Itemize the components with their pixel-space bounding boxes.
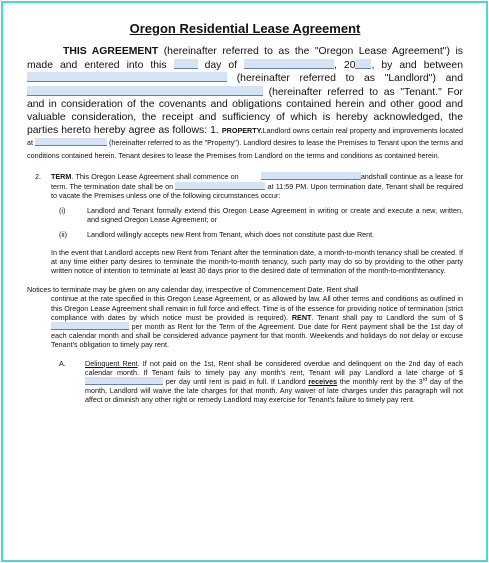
term-text: at 11:59 PM. Upon termination date, Tenant shall be required to vacate the Premises unless one of the following circumstances occur: bbox=[51, 181, 463, 200]
intro-paragraph bbox=[27, 46, 463, 162]
delinquent-rent-paragraph bbox=[85, 359, 463, 405]
day-field[interactable] bbox=[174, 59, 198, 69]
item-number: (ii) bbox=[59, 230, 67, 240]
term-section bbox=[27, 172, 463, 275]
intro-text: For and in consideration of the covenants and obligations contained herein and other good and valuable consideration, the receipt and sufficiency of which is hereby acknowledged, the parties hereto hereby agree as follows: 1. bbox=[27, 86, 464, 136]
ordinal-suffix: rd bbox=[422, 377, 428, 383]
rent-text: . Tenant shall pay to Landlord the sum of bbox=[311, 312, 456, 322]
property-text: (hereinafter referred to as the "Property"). Landlord desires to lease the Premises to Tenant upon the terms and conditions contained herein. Tenant desires to lease the Premises from Landlord on the terms and conditions as contained herein. bbox=[27, 138, 463, 160]
item-text: Landlord and Tenant formally extend this Oregon Lease Agreement in writing or create and execute a new, written, and signed Oregon Lease Agreement; or bbox=[87, 205, 463, 225]
receives-word: receives bbox=[308, 377, 338, 386]
intro-text: is made and entered into this bbox=[27, 46, 463, 71]
item-text: Landlord willingly accepts new Rent from Tenant, which does not constitute past due Rent. bbox=[87, 230, 375, 240]
property-text: Landlord owns certain real property and improvements located at bbox=[27, 125, 463, 148]
year-field[interactable] bbox=[355, 59, 371, 69]
termination-date-field[interactable] bbox=[175, 182, 265, 190]
term-item-ii bbox=[27, 230, 463, 239]
delinquent-text: per day until rent is paid in full. If Landlord bbox=[165, 377, 306, 386]
currency-symbol: $ bbox=[459, 312, 464, 322]
intro-text: day of bbox=[204, 59, 237, 71]
term-heading: TERM bbox=[51, 172, 72, 182]
delinquent-rent-heading: Delinquent Rent bbox=[85, 358, 138, 368]
notices-text: Notices to terminate may be given on any calendar day, irrespective of Commencement Date. Rent shall bbox=[27, 285, 359, 295]
notices-section bbox=[27, 285, 463, 349]
landlord-name-field[interactable] bbox=[27, 72, 227, 82]
property-address-field[interactable] bbox=[35, 138, 107, 146]
document-frame bbox=[1, 1, 488, 562]
term-text: . This Oregon Lease Agreement shall commence on bbox=[71, 172, 239, 182]
term-text: andshall continue as a lease for term. The termination date shall be on bbox=[51, 172, 464, 191]
rent-paragraph bbox=[51, 294, 463, 349]
term-paragraph bbox=[51, 172, 463, 200]
term-item-i bbox=[27, 206, 463, 224]
section-number: 2. bbox=[35, 172, 41, 182]
intro-text: , by and between bbox=[371, 59, 463, 71]
delinquent-text: the monthly rent by the 3 bbox=[339, 377, 423, 386]
agreement-heading: THIS AGREEMENT bbox=[63, 46, 159, 57]
intro-text: (hereinafter referred to as the "Oregon Lease Agreement") bbox=[163, 46, 450, 57]
intro-text: , 20 bbox=[334, 59, 356, 71]
page-title: Oregon Residential Lease Agreement bbox=[129, 21, 361, 36]
delinquent-text: day of the month, Landlord will waive the late charges for that month. Any waiver of late charges under this paragraph will not affect or diminish any other right or remedy Landlord may exercise for Tenant's failure to timely pay rent. bbox=[85, 377, 463, 405]
delinquent-text: . If not paid on the 1st, Rent shall be considered overdue and delinquent on the 2nd day of each calendar month. If Tenant fails to timely pay any month's rent, Tenant will pay Landlord a late charge of $ bbox=[85, 358, 464, 377]
intro-text: (hereinafter referred to as "Landlord") and bbox=[236, 73, 463, 85]
delinquent-rent-item bbox=[27, 359, 463, 405]
holdover-paragraph: In the event that Landlord accepts new Rent from Tenant after the termination date, a month-to-month tenancy shall be created. If at any time either party desires to terminate the month-to-month tenancy, such party may do so by providing to the other party written notice of intention to terminate at least 30 days prior to the desired date of termination of the month-to-monthtenancy. bbox=[51, 247, 463, 275]
rent-heading: RENT bbox=[291, 312, 312, 322]
notices-text: continue at the rate specified in this Oregon Lease Agreement, or as allowed by law. All other terms and conditions as outlined in this Oregon Lease Agreement shall remain in full force and effect. Time is of the essence for providing notice of termination (strict compliance with dates by which notice must be provided is required). bbox=[51, 294, 463, 322]
rent-text: per month as Rent for the Term of the Agreement. Due date for Rent payment shall be the 1st day of each calendar month and shall be considered advance payment for that month. Weekends and holidays do not delay or excuse Tenant's obligation to timely pay rent. bbox=[51, 321, 463, 350]
intro-text: (hereinafter referred to as "Tenant." bbox=[268, 86, 442, 98]
item-letter: A. bbox=[59, 358, 66, 368]
month-field[interactable] bbox=[244, 59, 334, 69]
property-heading: PROPERTY. bbox=[221, 125, 263, 135]
document-page bbox=[27, 21, 463, 405]
item-number: (i) bbox=[59, 205, 66, 215]
commence-date-field[interactable] bbox=[261, 172, 361, 180]
tenant-name-field[interactable] bbox=[27, 86, 263, 96]
monthly-rent-field[interactable] bbox=[51, 322, 129, 330]
late-charge-field[interactable] bbox=[85, 377, 163, 385]
